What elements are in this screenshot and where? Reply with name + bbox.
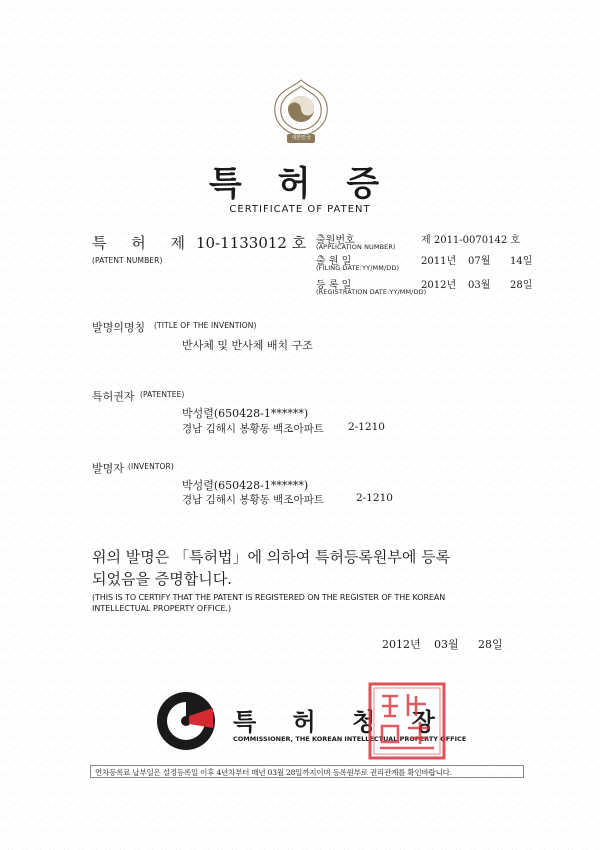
filing-date-month: 07월	[468, 256, 491, 267]
inventor-label: 발명자	[92, 462, 124, 475]
invention-title-value: 반사체 및 반사체 배치 구조	[182, 339, 313, 352]
registration-date-label-en: (REGISTRATION DATE:YY/MM/DD)	[316, 288, 427, 296]
emblem-label: 대한민국	[291, 135, 311, 141]
patentee-label: 특허권자	[92, 390, 135, 403]
certify-statement-line2: 되었음을 증명합니다.	[92, 570, 232, 588]
patentee-address: 경남 김해시 봉황동 백조아파트	[182, 423, 324, 435]
patentee-unit: 2-1210	[348, 421, 385, 433]
application-number-value: 제 2011-0070142 호	[421, 235, 521, 246]
patent-number-value: 10-1133012 호	[196, 234, 307, 252]
registration-date-day: 28일	[510, 280, 533, 291]
certify-statement-en-line1: (THIS IS TO CERTIFY THAT THE PATENT IS REGISTERED ON THE REGISTER OF THE KOREAN	[92, 593, 446, 602]
registration-date-label: 등 록 일	[316, 280, 352, 291]
inventor-address: 경남 김해시 봉황동 백조아파트	[182, 494, 324, 506]
filing-date-year: 2011년	[421, 256, 457, 267]
patentee-name: 박성렬(650428-1******)	[182, 407, 309, 420]
patent-number-label: 특 허 제	[92, 234, 196, 252]
official-seal-icon	[368, 682, 446, 760]
certify-statement-en-line2: INTELLECTUAL PROPERTY OFFICE.)	[92, 604, 232, 613]
footer-note-box	[90, 765, 524, 778]
issue-date-day: 28일	[478, 638, 503, 651]
certificate-title: 특 허 증	[208, 164, 392, 204]
certificate-subtitle: CERTIFICATE OF PATENT	[229, 204, 371, 215]
inventor-name: 박성렬(650428-1******)	[182, 479, 309, 492]
invention-title-label: 발명의명칭	[92, 321, 146, 334]
invention-title-label-en: (TITLE OF THE INVENTION)	[154, 321, 257, 330]
filing-date-label: 출 원 일	[316, 256, 352, 267]
kipo-logo-icon	[155, 690, 217, 752]
issue-date-year: 2012년	[382, 638, 421, 651]
patent-number-label-en: (PATENT NUMBER)	[92, 256, 163, 265]
inventor-unit: 2-1210	[356, 492, 393, 504]
patentee-label-en: (PATENTEE)	[140, 390, 185, 399]
application-number-label-en: (APPLICATION NUMBER)	[316, 243, 396, 251]
issue-date-month: 03월	[434, 638, 459, 651]
inventor-label-en: (INVENTOR)	[128, 462, 174, 471]
national-emblem	[269, 76, 333, 146]
certify-statement-line1: 위의 발명은 「특허법」에 의하여 특허등록원부에 등록	[92, 548, 451, 566]
commissioner-en: COMMISSIONER, THE KOREAN INTELLECTUAL PROPERTY OFFICE	[233, 735, 467, 743]
registration-date-year: 2012년	[421, 280, 457, 291]
office-name: 특 허 청 장	[233, 708, 449, 736]
application-number-label: 출원번호	[316, 235, 355, 246]
registration-date-month: 03월	[468, 280, 491, 291]
footer-note: 연차등록료 납부일은 설정등록일 이후 4년차부터 매년 03월 28일까지이며 등록원부로 권리관계를 확인바랍니다.	[95, 768, 452, 777]
filing-date-label-en: (FILING DATE:YY/MM/DD)	[316, 264, 400, 272]
filing-date-day: 14일	[510, 256, 533, 267]
